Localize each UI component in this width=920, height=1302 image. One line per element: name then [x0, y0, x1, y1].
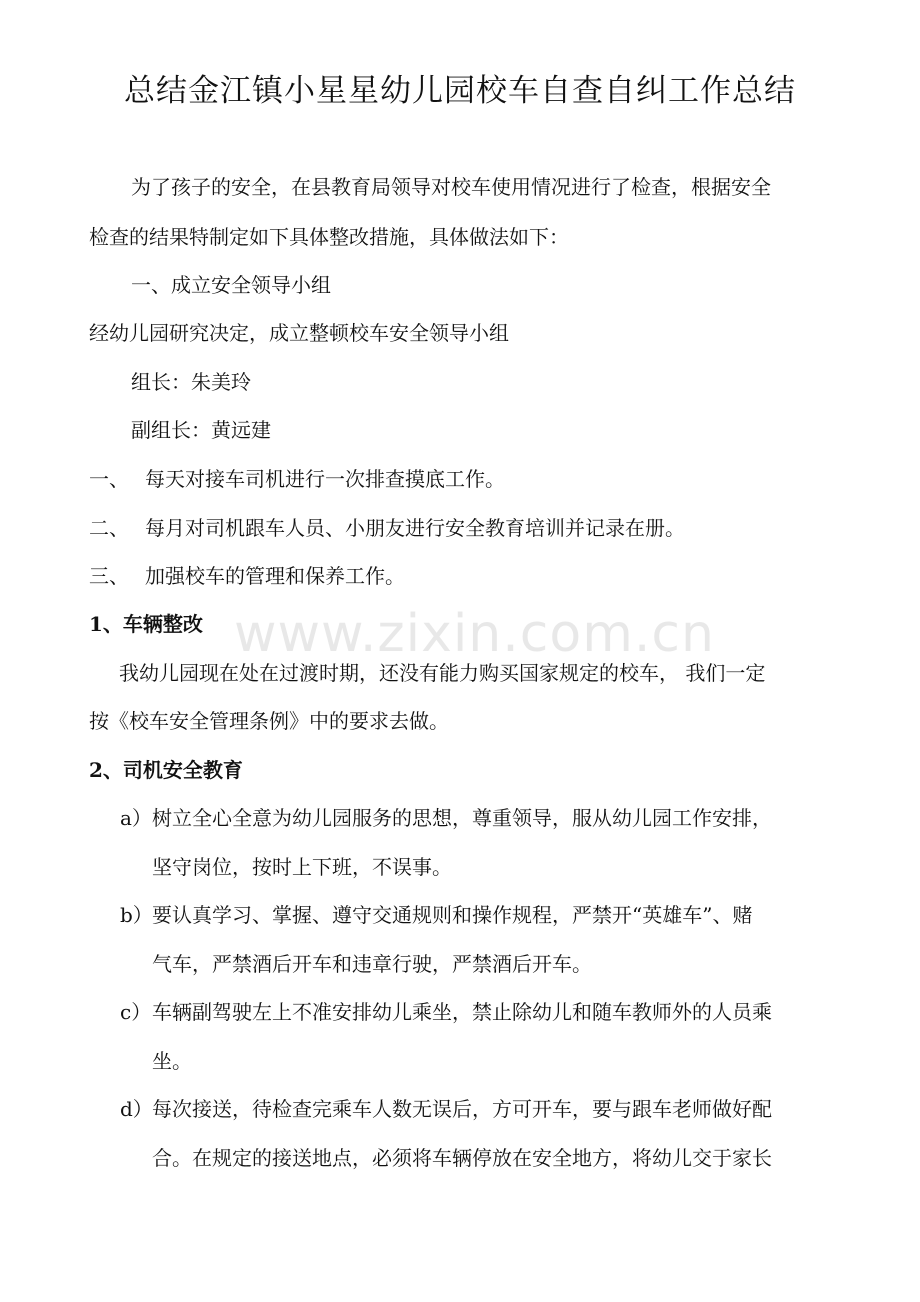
list-item-b-line-1 [120, 900, 752, 930]
intro-line-2: 检查的结果特制定如下具体整改措施，具体做法如下： [89, 225, 569, 249]
list-item-text: 车辆副驾驶左上不准安排幼儿乘坐，禁止除幼儿和随车教师外的人员乘 [152, 1000, 772, 1024]
watermark: www.zixin.com.cn [234, 604, 715, 664]
group-leader: 组长：朱美玲 [131, 370, 251, 394]
numbered-item-text: 加强校车的管理和保养工作。 [145, 564, 405, 588]
list-item-d-line-1 [120, 1094, 772, 1124]
numbered-item-number: 三、 [89, 564, 129, 588]
list-item-label: b） [120, 903, 153, 927]
list-item-label: d） [120, 1097, 153, 1121]
list-item-b-line-2: 气车，严禁酒后开车和违章行驶，严禁酒后开车。 [152, 952, 592, 976]
subsection-1-line-1: 我幼儿园现在处在过渡时期，还没有能力购买国家规定的校车， 我们一定 [119, 661, 766, 685]
numbered-item-number: 一、 [89, 467, 129, 491]
list-item-d-line-2: 合。在规定的接送地点，必须将车辆停放在安全地方，将幼儿交于家长 [152, 1146, 772, 1170]
list-item-label: a） [120, 806, 152, 830]
list-item-a-line-1 [120, 803, 772, 833]
list-item-text: 要认真学习、掌握、遵守交通规则和操作规程，严禁开“英雄车”、赌 [152, 903, 753, 927]
deputy-group-leader: 副组长：黄远建 [131, 418, 271, 442]
subsection-2-heading: 2、司机安全教育 [89, 758, 243, 782]
list-item-c-line-1 [120, 997, 772, 1027]
numbered-item-2 [89, 513, 685, 543]
list-item-text: 每次接送，待检查完乘车人数无误后，方可开车，要与跟车老师做好配 [152, 1097, 772, 1121]
numbered-item-3 [89, 561, 405, 591]
list-item-text: 树立全心全意为幼儿园服务的思想，尊重领导，服从幼儿园工作安排， [152, 806, 772, 830]
list-item-label: c） [120, 1000, 152, 1024]
numbered-item-1 [89, 464, 505, 494]
section-1-decision: 经幼儿园研究决定，成立整顿校车安全领导小组 [89, 321, 509, 345]
numbered-item-number: 二、 [89, 516, 129, 540]
list-item-c-line-2: 坐。 [152, 1049, 192, 1073]
list-item-a-line-2: 坚守岗位，按时上下班，不误事。 [152, 855, 452, 879]
numbered-item-text: 每天对接车司机进行一次排查摸底工作。 [145, 467, 505, 491]
intro-line-1: 为了孩子的安全，在县教育局领导对校车使用情况进行了检查，根据安全 [131, 175, 771, 199]
section-1-heading: 一、成立安全领导小组 [131, 273, 331, 297]
document-title: 总结金江镇小星星幼儿园校车自查自纠工作总结 [124, 73, 796, 109]
numbered-item-text: 每月对司机跟车人员、小朋友进行安全教育培训并记录在册。 [145, 516, 685, 540]
subsection-1-heading: 1、车辆整改 [89, 612, 203, 636]
subsection-1-line-2: 按《校车安全管理条例》中的要求去做。 [89, 709, 449, 733]
